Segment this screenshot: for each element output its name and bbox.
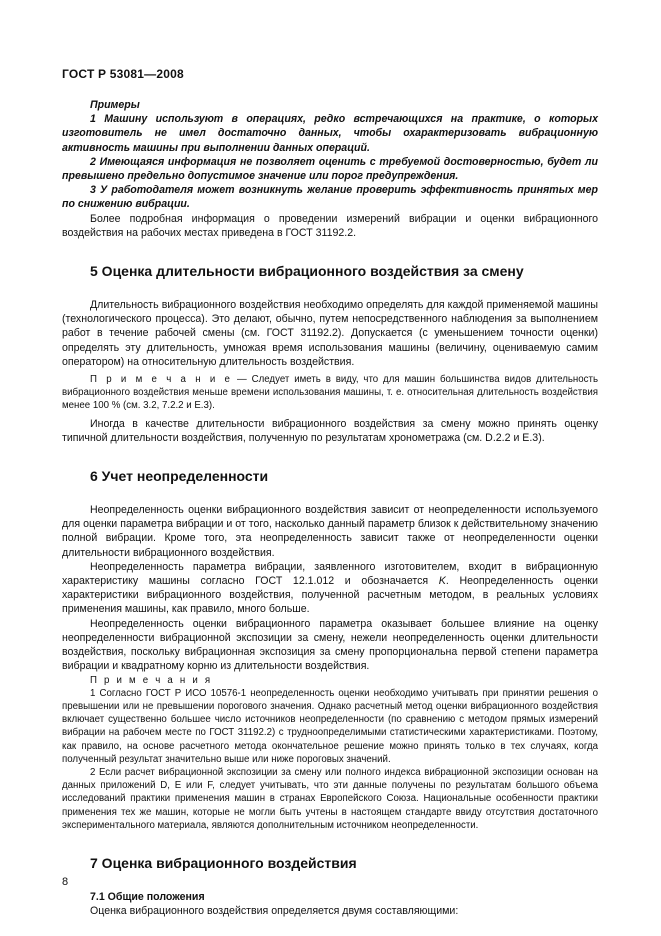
note-text: — Следует иметь в виду, что для машин большинства видов длительность вибрационного воздействия меньше времени использования машины, т. е. относительная длительность воздействия менее 100 % (см. 3.2, 7.2.2 и Е.3). [62,374,598,412]
section-6-paragraph-2 [62,560,598,617]
section-6-heading: 6 Учет неопределенности [90,468,269,485]
example-1: 1 Машину используют в операциях, редко встречающихся на практике, о которых изготовитель не имел достаточно данных, чтобы охарактеризовать вибрационную активность машины при выполнении данных операций. [62,113,598,154]
examples-title: Примеры [90,99,140,111]
section-5-paragraph-2: Иногда в качестве длительности вибрационного воздействия за смену можно принять оценку типичной длительности воздействия, полученную по результатам хронометража (см. D.2.2 и Е.3). [62,417,598,444]
section-6-paragraph-1: Неопределенность оценки вибрационного воздействия зависит от неопределенности используемого для оценки параметра вибрации и от того, насколько данный параметр близок к действительному значению полной вибрации. Кроме того, эта неопределенность зависит также от неопределенности оценки длительности вибрационного воздействия. [62,504,598,559]
page-content [62,98,598,918]
section-5-note [62,373,598,413]
notes-label: П р и м е ч а н и я [90,674,213,686]
more-info-paragraph: Более подробная информация о проведении измерений вибрации и оценки вибрационного воздействия на рабочих местах приведена в ГОСТ 31192.2. [62,212,598,239]
symbol-k: K [438,575,446,588]
example-3: 3 У работодателя может возникнуть желание проверить эффективность принятых мер по снижению вибрации. [62,184,598,211]
section-6-note-2: 2 Если расчет вибрационной экспозиции за смену или полного индекса вибрационной экспозиции основан на данных приложений D, Е или F, следует учитывать, что эти данные получены по результатам большого объема исследований практики применения машин в странах Европейского Союза. Национальные особенности практики применения тех же машин, которые не могли быть учтены в настоящем стандарте ввиду отсутствия достаточного экспериментального материала, являются дополнительным источником неопределенности. [62,766,598,831]
p2-part-a: Неопределенность параметра вибрации, заявленного изготовителем, входит в вибрационную характеристику машины согласно ГОСТ 12.1.012 и обозначается [62,560,598,588]
note-label: П р и м е ч а н и е [90,374,233,386]
document-header: ГОСТ Р 53081—2008 [62,67,184,81]
page-number: 8 [62,876,69,888]
section-6-notes-label [62,674,598,687]
section-5-paragraph-1: Длительность вибрационного воздействия необходимо определять для каждой применяемой машины (технологического процесса). Это делают, обычно, путем непосредственного наблюдения за выполнением работ в течение рабочей смены (см. ГОСТ 31192.2). Допускается (с уменьшением точности оценки) определять эту длительность, умножая время использования машины (величину, оцениваемую самим оператором) на относительную длительность воздействия. [62,299,598,368]
p2-part-b: . Неопределенность оценки характеристики вибрационного воздействия, полученной расчетным методом, в реальных условиях применения машины, как правило, много больше. [62,575,598,616]
section-5-heading: 5 Оценка длительности вибрационного воздействия за смену [90,263,524,280]
section-6-paragraph-3: Неопределенность оценки вибрационного параметра оказывает большее влияние на оценку неопределенности вибрационной экспозиции за смену, нежели неопределенность оценки длительности воздействия, поскольку вибрационная экспозиция за смену пропорциональна первой степени параметра вибрации и квадратному корню из длительности воздействия. [62,617,598,673]
section-6-note-1: 1 Согласно ГОСТ Р ИСО 10576-1 неопределенность оценки необходимо учитывать при принятии решения о превышении или не превышении порогового значения. Однако расчетный метод оценки вибрационного воздействия включает существенно большее число источников неопределенности (по сравнению с методом прямых измерений вибрации на рабочем месте по ГОСТ 31192.2) с трудноопределимыми статистическими характеристиками. Поэтому, как правило, на основе расчетного метода окончательное решение можно принять только в тех случаях, когда полученный результат значительно выше или ниже пороговых значений. [62,687,598,765]
example-2: 2 Имеющаяся информация не позволяет оценить с требуемой достоверностью, будет ли превышено предельно допустимое значение или порог предупреждения. [62,155,598,183]
section-7-paragraph-1: Оценка вибрационного воздействия определяется двумя составляющими: [90,904,459,917]
section-7-heading: 7 Оценка вибрационного воздействия [90,854,357,871]
subsection-7-1-heading: 7.1 Общие положения [90,890,205,903]
